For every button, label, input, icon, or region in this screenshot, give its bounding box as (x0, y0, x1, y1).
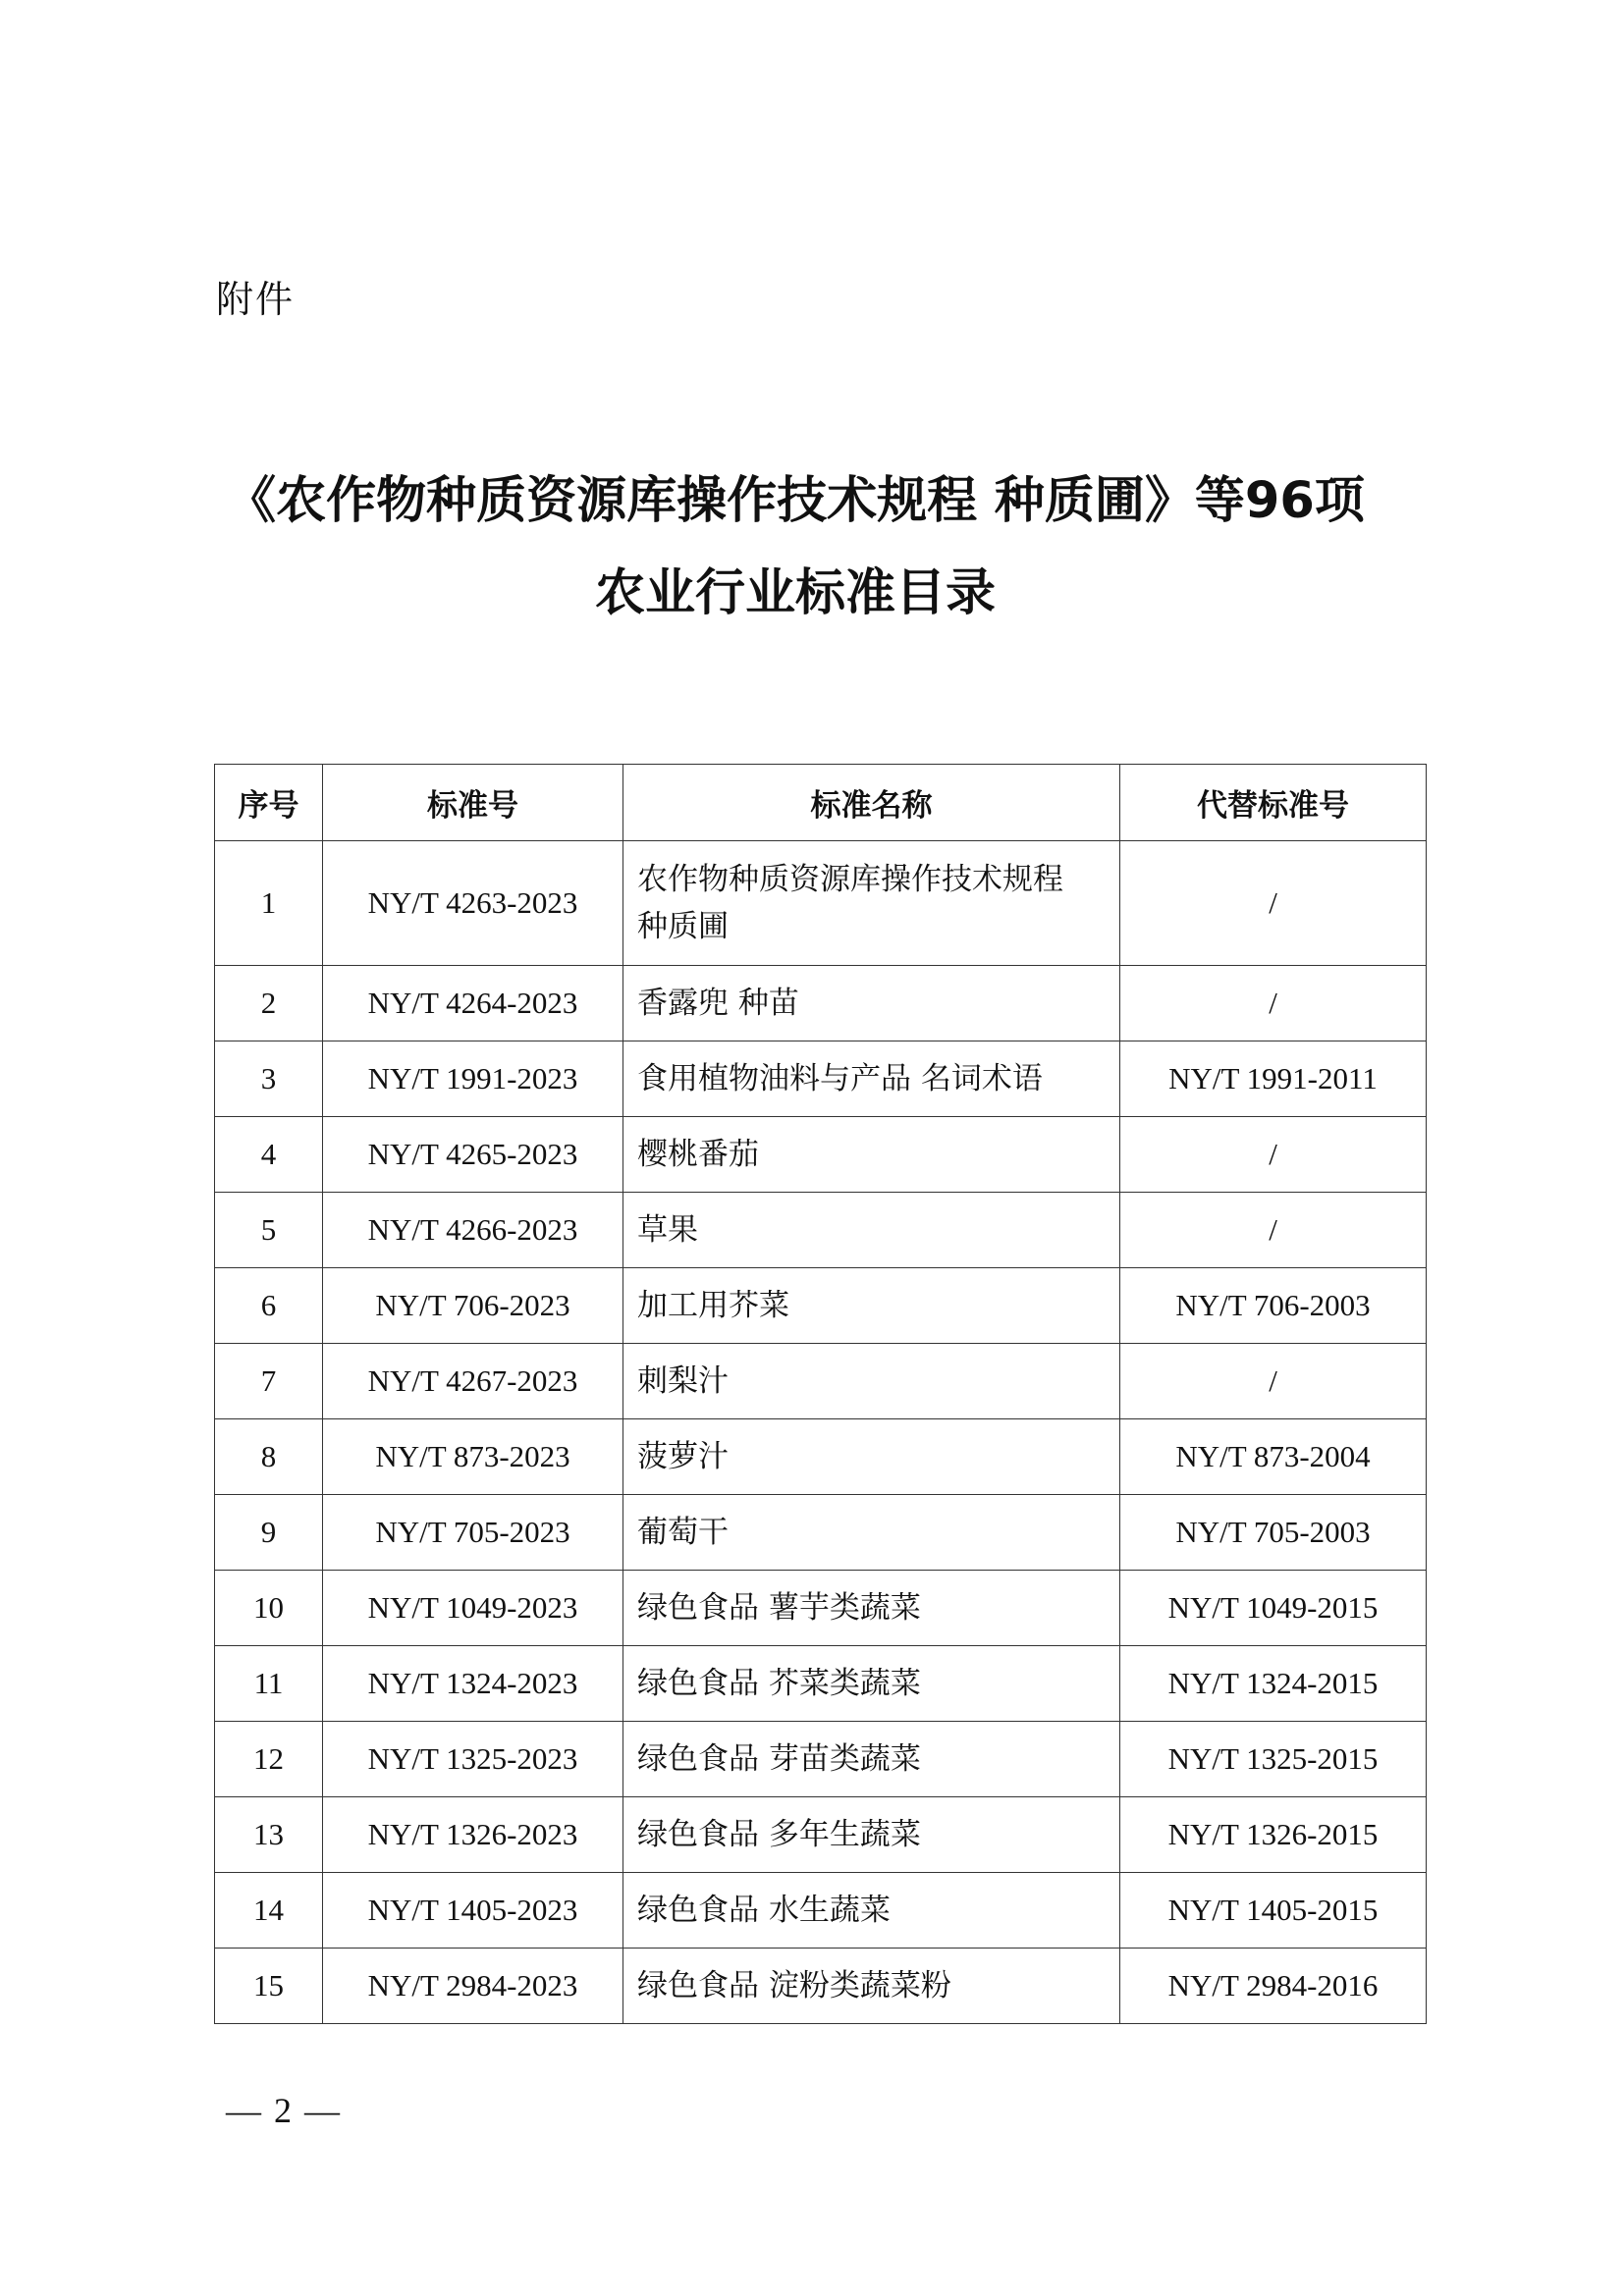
table-row (215, 1949, 1427, 2024)
cell-replaced-standard: NY/T 1326-2015 (1120, 1797, 1427, 1873)
cell-standard-code: NY/T 1991-2023 (323, 1041, 623, 1117)
cell-replaced-standard: NY/T 706-2003 (1120, 1268, 1427, 1344)
cell-replaced-standard: NY/T 1049-2015 (1120, 1571, 1427, 1646)
table-row (215, 1193, 1427, 1268)
cell-replaced-standard: / (1120, 1344, 1427, 1419)
table-header-row (215, 765, 1427, 841)
standard-name-line: 绿色食品 多年生蔬菜 (637, 1817, 921, 1852)
header-serial-number: 序号 (215, 765, 323, 841)
cell-standard-name (623, 1268, 1120, 1344)
standard-name-line: 绿色食品 淀粉类蔬菜粉 (637, 1968, 951, 2003)
table-row (215, 1722, 1427, 1797)
standards-table (214, 764, 1427, 2024)
table-row (215, 1495, 1427, 1571)
cell-standard-code: NY/T 1325-2023 (323, 1722, 623, 1797)
header-standard-name: 标准名称 (623, 765, 1120, 841)
cell-standard-name (623, 1797, 1120, 1873)
standard-name-line: 种质圃 (637, 909, 729, 944)
standard-name-line: 香露兜 种苗 (637, 986, 799, 1021)
table-row (215, 1797, 1427, 1873)
cell-standard-name (623, 1419, 1120, 1495)
document-title-line-2: 农业行业标准目录 (594, 564, 996, 622)
standard-name-line: 刺梨汁 (637, 1363, 729, 1399)
standard-name-line: 食用植物油料与产品 名词术语 (637, 1061, 1043, 1096)
cell-serial-number: 15 (215, 1949, 323, 2024)
cell-standard-name (623, 1041, 1120, 1117)
table-row (215, 841, 1427, 966)
cell-standard-name (623, 1722, 1120, 1797)
standard-name-line: 加工用芥菜 (637, 1288, 789, 1323)
cell-standard-code: NY/T 4263-2023 (323, 841, 623, 966)
cell-replaced-standard: NY/T 1405-2015 (1120, 1873, 1427, 1949)
standard-name-line: 绿色食品 芽苗类蔬菜 (637, 1741, 921, 1777)
table-row (215, 1117, 1427, 1193)
standard-name-line: 绿色食品 水生蔬菜 (637, 1893, 891, 1928)
cell-replaced-standard: NY/T 1991-2011 (1120, 1041, 1427, 1117)
standard-name-line: 绿色食品 芥菜类蔬菜 (637, 1666, 921, 1701)
cell-serial-number: 11 (215, 1646, 323, 1722)
table-body (215, 841, 1427, 2024)
cell-replaced-standard: NY/T 705-2003 (1120, 1495, 1427, 1571)
cell-standard-code: NY/T 706-2023 (323, 1268, 623, 1344)
cell-standard-name (623, 1571, 1120, 1646)
cell-standard-name (623, 1193, 1120, 1268)
cell-serial-number: 13 (215, 1797, 323, 1873)
cell-serial-number: 3 (215, 1041, 323, 1117)
cell-replaced-standard: / (1120, 966, 1427, 1041)
standard-name-line: 葡萄干 (637, 1515, 729, 1550)
table-row (215, 1571, 1427, 1646)
cell-standard-code: NY/T 1324-2023 (323, 1646, 623, 1722)
table-row (215, 1419, 1427, 1495)
cell-standard-code: NY/T 873-2023 (323, 1419, 623, 1495)
cell-standard-code: NY/T 4264-2023 (323, 966, 623, 1041)
cell-serial-number: 14 (215, 1873, 323, 1949)
standard-name-line: 草果 (637, 1212, 698, 1248)
table-row (215, 1268, 1427, 1344)
cell-standard-code: NY/T 1326-2023 (323, 1797, 623, 1873)
cell-replaced-standard: NY/T 1324-2015 (1120, 1646, 1427, 1722)
table-row (215, 1344, 1427, 1419)
standard-name-line: 菠萝汁 (637, 1439, 729, 1474)
cell-standard-name (623, 1117, 1120, 1193)
cell-serial-number: 1 (215, 841, 323, 966)
cell-replaced-standard: NY/T 873-2004 (1120, 1419, 1427, 1495)
cell-serial-number: 4 (215, 1117, 323, 1193)
cell-serial-number: 10 (215, 1571, 323, 1646)
cell-replaced-standard: / (1120, 1193, 1427, 1268)
header-standard-code: 标准号 (323, 765, 623, 841)
page-number: — 2 — (226, 2091, 342, 2130)
cell-standard-name (623, 1949, 1120, 2024)
standard-name-line: 樱桃番茄 (637, 1137, 759, 1172)
document-title-line-1: 《农作物种质资源库操作技术规程 种质圃》等96项 (226, 472, 1365, 530)
cell-standard-code: NY/T 4265-2023 (323, 1117, 623, 1193)
header-replaced-standard: 代替标准号 (1120, 765, 1427, 841)
standard-name-line: 绿色食品 薯芋类蔬菜 (637, 1590, 921, 1626)
cell-standard-name (623, 966, 1120, 1041)
cell-serial-number: 9 (215, 1495, 323, 1571)
cell-standard-code: NY/T 1049-2023 (323, 1571, 623, 1646)
attachment-label: 附件 (216, 278, 296, 321)
cell-standard-name (623, 1646, 1120, 1722)
cell-serial-number: 2 (215, 966, 323, 1041)
cell-standard-code: NY/T 2984-2023 (323, 1949, 623, 2024)
table-row (215, 1646, 1427, 1722)
cell-standard-name (623, 1495, 1120, 1571)
cell-standard-name (623, 1344, 1120, 1419)
cell-replaced-standard: / (1120, 841, 1427, 966)
cell-standard-name (623, 841, 1120, 966)
cell-standard-code: NY/T 4267-2023 (323, 1344, 623, 1419)
cell-serial-number: 12 (215, 1722, 323, 1797)
cell-replaced-standard: NY/T 2984-2016 (1120, 1949, 1427, 2024)
table-row (215, 1873, 1427, 1949)
cell-replaced-standard: NY/T 1325-2015 (1120, 1722, 1427, 1797)
cell-serial-number: 8 (215, 1419, 323, 1495)
table-row (215, 1041, 1427, 1117)
table-row (215, 966, 1427, 1041)
cell-serial-number: 5 (215, 1193, 323, 1268)
standard-name-line: 农作物种质资源库操作技术规程 (637, 862, 1063, 897)
cell-serial-number: 7 (215, 1344, 323, 1419)
cell-standard-name (623, 1873, 1120, 1949)
cell-serial-number: 6 (215, 1268, 323, 1344)
cell-replaced-standard: / (1120, 1117, 1427, 1193)
cell-standard-code: NY/T 1405-2023 (323, 1873, 623, 1949)
cell-standard-code: NY/T 4266-2023 (323, 1193, 623, 1268)
cell-standard-code: NY/T 705-2023 (323, 1495, 623, 1571)
